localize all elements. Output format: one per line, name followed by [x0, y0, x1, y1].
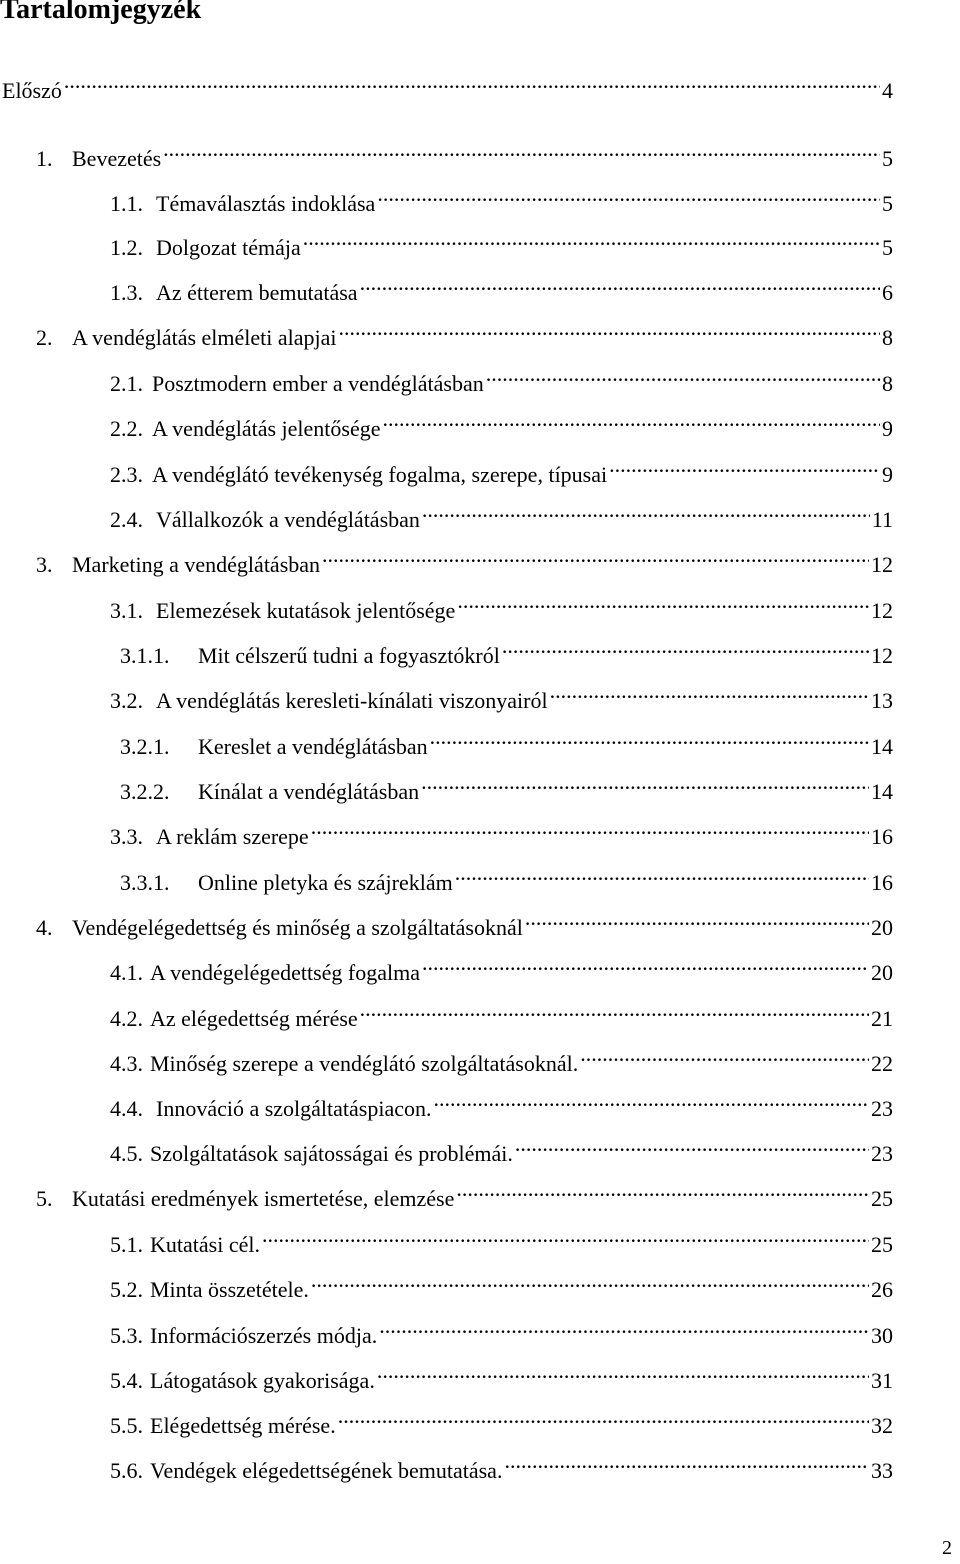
- toc-entry-text: Elemezések kutatások jelentősége: [156, 598, 456, 623]
- toc-entry-text: Kutatási cél.: [150, 1232, 260, 1257]
- toc-entry-page: 30: [871, 1323, 893, 1348]
- toc-entry-text: Témaválasztás indoklása: [156, 191, 376, 216]
- dot-leader: [421, 773, 869, 799]
- toc-entry-2-1[interactable]: [110, 365, 893, 397]
- toc-entry-5-5[interactable]: [110, 1407, 893, 1439]
- toc-entry-page: 8: [882, 325, 893, 350]
- toc-entry-text: Előszó: [2, 78, 62, 103]
- toc-entry-page: 23: [871, 1096, 893, 1121]
- toc-entry-text: Az elégedettség mérése: [150, 1006, 358, 1031]
- dot-leader: [486, 365, 880, 391]
- toc-entry-text: Marketing a vendéglátásban: [72, 552, 321, 577]
- toc-entry-5[interactable]: [36, 1180, 893, 1212]
- toc-entry-page: 14: [871, 779, 893, 804]
- toc-entry-4-3[interactable]: [110, 1045, 893, 1077]
- toc-entry-text: A reklám szerepe: [156, 824, 309, 849]
- toc-entry-text: Látogatások gyakorisága.: [150, 1368, 375, 1393]
- toc-entry-page: 8: [882, 371, 893, 396]
- toc-entry-1[interactable]: [36, 140, 893, 172]
- dot-leader: [609, 456, 880, 482]
- toc-entry-3-3[interactable]: [110, 818, 893, 850]
- toc-entry-number: 4.2.: [110, 1006, 143, 1031]
- toc-entry-text: Posztmodern ember a vendéglátásban: [152, 371, 484, 396]
- toc-entry-page: 6: [882, 280, 893, 305]
- toc-entry-text: Online pletyka és szájreklám: [198, 870, 453, 895]
- toc-entry-3-1-1[interactable]: [120, 637, 893, 669]
- toc-entry-number: 4.5.: [110, 1141, 143, 1166]
- toc-entry-number: 5.4.: [110, 1368, 143, 1393]
- toc-entry-number: 2.2.: [110, 416, 143, 441]
- toc-entry-3-2[interactable]: [110, 682, 893, 714]
- toc-entry-page: 32: [871, 1413, 893, 1438]
- dot-leader: [457, 592, 869, 618]
- toc-entry-4-4[interactable]: [110, 1090, 893, 1122]
- toc-entry-5-6[interactable]: [110, 1452, 893, 1484]
- dot-leader: [434, 1090, 869, 1116]
- toc-entry-page: 14: [871, 734, 893, 759]
- toc-entry-text: Kereslet a vendéglátásban: [198, 734, 428, 759]
- toc-entry-page: 21: [871, 1006, 893, 1031]
- dot-leader: [360, 1000, 869, 1026]
- page-title: Tartalomjegyzék: [0, 0, 202, 25]
- toc-entry-3-3-1[interactable]: [120, 864, 893, 896]
- toc-entry-2[interactable]: [36, 319, 893, 351]
- dot-leader: [422, 501, 870, 527]
- dot-leader: [377, 185, 880, 211]
- toc-entry-number: 5.6.: [110, 1458, 143, 1483]
- toc-entry-number: 3.2.2.: [120, 779, 170, 804]
- toc-entry-text: Minőség szerepe a vendéglátó szolgáltatásoknál.: [150, 1051, 579, 1076]
- toc-entry-number: 2.3.: [110, 462, 143, 487]
- toc-entry-number: 4.4.: [110, 1096, 143, 1121]
- toc-entry-page: 4: [882, 78, 893, 103]
- toc-entry-page: 33: [871, 1458, 893, 1483]
- toc-entry-page: 20: [871, 915, 893, 940]
- toc-entry-page: 12: [871, 643, 893, 668]
- toc-entry-page: 13: [871, 688, 893, 713]
- toc-entry-5-3[interactable]: [110, 1317, 893, 1349]
- toc-entry-number: 3.2.1.: [120, 734, 170, 759]
- dot-leader: [422, 954, 869, 980]
- toc-entry-page: 5: [882, 146, 893, 171]
- toc-entry-text: Vendégek elégedettségének bemutatása.: [150, 1458, 503, 1483]
- toc-entry-page: 20: [871, 960, 893, 985]
- toc-entry-page: 25: [871, 1186, 893, 1211]
- toc-entry-number: 2.1.: [110, 371, 143, 396]
- toc-entry-page: 23: [871, 1141, 893, 1166]
- toc-entry-number: 5.: [36, 1186, 53, 1211]
- toc-entry-page: 9: [882, 416, 893, 441]
- dot-leader: [382, 410, 880, 436]
- toc-entry-text: Mit célszerű tudni a fogyasztókról: [198, 643, 500, 668]
- toc-entry-number: 2.4.: [110, 507, 143, 532]
- dot-leader: [303, 229, 880, 255]
- toc-entry-number: 5.1.: [110, 1232, 143, 1257]
- toc-entry-preface[interactable]: [2, 72, 893, 104]
- dot-leader: [311, 1271, 869, 1297]
- dot-leader: [64, 72, 880, 98]
- toc-entry-number: 3.1.: [110, 598, 143, 623]
- toc-entry-text: A vendéglátó tevékenység fogalma, szerepe, típusai: [152, 462, 608, 487]
- toc-entry-4-1[interactable]: [110, 954, 893, 986]
- toc-entry-number: 1.1.: [110, 191, 143, 216]
- toc-entry-number: 1.: [36, 146, 53, 171]
- toc-entry-1-1[interactable]: [110, 185, 893, 217]
- toc-entry-number: 3.3.1.: [120, 870, 170, 895]
- toc-entry-page: 25: [871, 1232, 893, 1257]
- dot-leader: [504, 1452, 869, 1478]
- toc-entry-text: Minta összetétele.: [150, 1277, 309, 1302]
- toc-entry-number: 5.3.: [110, 1323, 143, 1348]
- toc-entry-text: Dolgozat témája: [156, 235, 301, 260]
- toc-entry-number: 3.1.1.: [120, 643, 170, 668]
- toc-entry-number: 1.3.: [110, 280, 143, 305]
- toc-entry-5-2[interactable]: [110, 1271, 893, 1303]
- toc-entry-5-4[interactable]: [110, 1362, 893, 1394]
- toc-entry-page: 12: [871, 598, 893, 623]
- toc-entry-page: 16: [871, 870, 893, 895]
- toc-entry-page: 9: [882, 462, 893, 487]
- dot-leader: [550, 682, 869, 708]
- toc-entry-page: 5: [882, 235, 893, 260]
- dot-leader: [430, 728, 869, 754]
- toc-entry-page: 5: [882, 191, 893, 216]
- page-number: 2: [942, 1537, 952, 1559]
- toc-entry-text: Innováció a szolgáltatáspiacon.: [156, 1096, 432, 1121]
- dot-leader: [580, 1045, 869, 1071]
- toc-entry-text: A vendéglátás jelentősége: [152, 416, 381, 441]
- dot-leader: [311, 818, 869, 844]
- dot-leader: [515, 1135, 869, 1161]
- toc-entry-4[interactable]: [36, 909, 893, 941]
- toc-entry-5-1[interactable]: [110, 1226, 893, 1258]
- toc-entry-text: Kínálat a vendéglátásban: [198, 779, 420, 804]
- dot-leader: [456, 1180, 869, 1206]
- toc-entry-text: Az étterem bemutatása: [156, 280, 358, 305]
- toc-entry-text: A vendéglátás keresleti-kínálati viszonyairól: [156, 688, 548, 713]
- toc-entry-1-3[interactable]: [110, 274, 893, 306]
- toc-entry-2-4[interactable]: [110, 501, 893, 533]
- toc-entry-text: Szolgáltatások sajátosságai és problémái.: [150, 1141, 513, 1166]
- toc-entry-2-3[interactable]: [110, 456, 893, 488]
- dot-leader: [322, 546, 869, 572]
- toc-entry-2-2[interactable]: [110, 410, 893, 442]
- toc-entry-text: Bevezetés: [72, 146, 162, 171]
- dot-leader: [360, 274, 880, 300]
- toc-entry-text: A vendégelégedettség fogalma: [150, 960, 421, 985]
- toc-entry-text: Kutatási eredmények ismertetése, elemzése: [72, 1186, 455, 1211]
- toc-entry-3-2-2[interactable]: [120, 773, 893, 805]
- dot-leader: [338, 1407, 869, 1433]
- toc-entry-number: 5.2.: [110, 1277, 143, 1302]
- dot-leader: [262, 1226, 869, 1252]
- toc-entry-page: 12: [871, 552, 893, 577]
- toc-entry-number: 4.1.: [110, 960, 143, 985]
- toc-entry-3[interactable]: [36, 546, 893, 578]
- toc-entry-number: 3.3.: [110, 824, 143, 849]
- toc-entry-page: 31: [871, 1368, 893, 1393]
- toc-entry-text: Vendégelégedettség és minőség a szolgáltatásoknál: [72, 915, 523, 940]
- toc-entry-text: Elégedettség mérése.: [150, 1413, 336, 1438]
- toc-entry-3-1[interactable]: [110, 592, 893, 624]
- toc-entry-4-5[interactable]: [110, 1135, 893, 1167]
- toc-entry-text: Információszerzés módja.: [150, 1323, 378, 1348]
- toc-entry-page: 16: [871, 824, 893, 849]
- toc-entry-4-2[interactable]: [110, 1000, 893, 1032]
- toc-entry-number: 2.: [36, 325, 53, 350]
- toc-entry-number: 3.2.: [110, 688, 143, 713]
- toc-entry-text: A vendéglátás elméleti alapjai: [72, 325, 337, 350]
- dot-leader: [163, 140, 880, 166]
- toc-entry-number: 1.2.: [110, 235, 143, 260]
- dot-leader: [455, 864, 869, 890]
- dot-leader: [525, 909, 869, 935]
- dot-leader: [377, 1362, 869, 1388]
- toc-entry-number: 5.5.: [110, 1413, 143, 1438]
- toc-entry-number: 3.: [36, 552, 53, 577]
- toc-entry-1-2[interactable]: [110, 229, 893, 261]
- toc-entry-page: 11: [871, 507, 893, 532]
- toc-entry-page: 22: [871, 1051, 893, 1076]
- toc-entry-page: 26: [871, 1277, 893, 1302]
- toc-entry-3-2-1[interactable]: [120, 728, 893, 760]
- dot-leader: [379, 1317, 869, 1343]
- dot-leader: [502, 637, 869, 663]
- toc-entry-number: 4.: [36, 915, 53, 940]
- dot-leader: [339, 319, 880, 345]
- toc-entry-number: 4.3.: [110, 1051, 143, 1076]
- toc-entry-text: Vállalkozók a vendéglátásban: [156, 507, 420, 532]
